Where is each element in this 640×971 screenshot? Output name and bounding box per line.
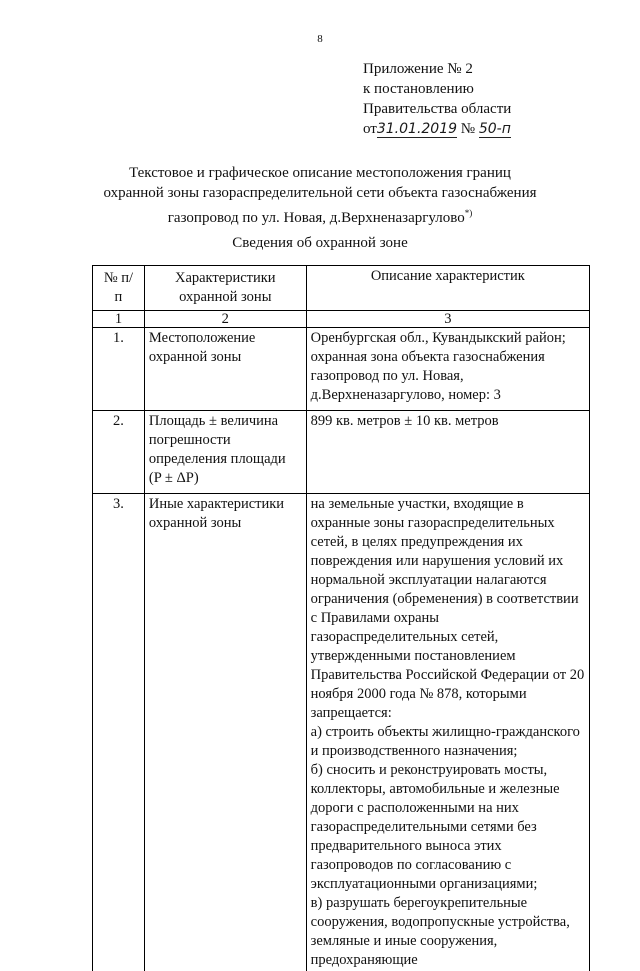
appendix-block [363,59,511,139]
number-prefix: № [461,121,475,137]
row-description: на земельные участки, входящие в охранные зоны газораспределительных сетей, в целях предупреждения их повреждения или нарушения условий их нормальной эксплуатации налагаются ограничения (обременения) в соответствии с Правилами охраны газораспределительных сетей, утвержденными постановлением Правительства Российской Федерации от 20 ноября 2000 года № 878, которыми запрещается: [311,495,585,723]
footnote-mark: *) [465,208,473,218]
row-description-cell [306,494,589,971]
row-description: Оренбургская обл., Кувандыкский район; охранная зона объекта газоснабжения газопровод по ул. Новая, д.Верхненазаргулово, номер: 3 [306,328,589,411]
row-characteristic: Иные характеристики охранной зоны [144,494,306,971]
date-prefix: от [363,121,377,137]
appendix-date-line [363,119,511,139]
index-cell-2: 2 [144,311,306,328]
row-characteristic: Площадь ± величина погрешности определения площади (P ± ΔP) [144,411,306,494]
header-characteristic: Характеристики охранной зоны [144,266,306,311]
restriction-item-a: а) строить объекты жилищно-гражданского и производственного назначения; [311,723,585,761]
handwritten-number: 50-п [479,121,511,138]
table-index-row [93,311,590,328]
index-cell-1: 1 [93,311,145,328]
section-subtitle: Сведения об охранной зоне [0,235,640,252]
title-line-3-text: газопровод по ул. Новая, д.Верхненазаргулово [168,210,465,226]
table-row [93,328,590,411]
title-line-1: Текстовое и графическое описание местоположения границ [60,163,580,183]
document-title [60,163,580,228]
appendix-line-1: Приложение № 2 [363,59,511,79]
page-number: 8 [0,33,640,45]
row-number: 3. [93,494,145,971]
row-number: 2. [93,411,145,494]
title-line-3 [60,203,580,228]
header-description: Описание характеристик [306,266,589,311]
restriction-item-b: б) сносить и реконструировать мосты, коллекторы, автомобильные и железные дороги с расположенными на них газораспределительными сетями без предварительного выноса этих газопроводов по согласованию с эксплуатационными организациями; [311,761,585,894]
row-number: 1. [93,328,145,411]
restriction-item-c: в) разрушать берегоукрепительные сооружения, водопропускные устройства, земляные и иные сооружения, предохраняющие [311,894,585,970]
protection-zone-table [92,265,590,971]
appendix-line-3: Правительства области [363,99,511,119]
row-description: 899 кв. метров ± 10 кв. метров [306,411,589,494]
row-characteristic: Местоположение охранной зоны [144,328,306,411]
table-row [93,494,590,971]
index-cell-3: 3 [306,311,589,328]
handwritten-date: 31.01.2019 [377,121,457,138]
table-header-row [93,266,590,311]
appendix-line-2: к постановлению [363,79,511,99]
table-row [93,411,590,494]
header-number: № п/п [93,266,145,311]
title-line-2: охранной зоны газораспределительной сети объекта газоснабжения [60,183,580,203]
